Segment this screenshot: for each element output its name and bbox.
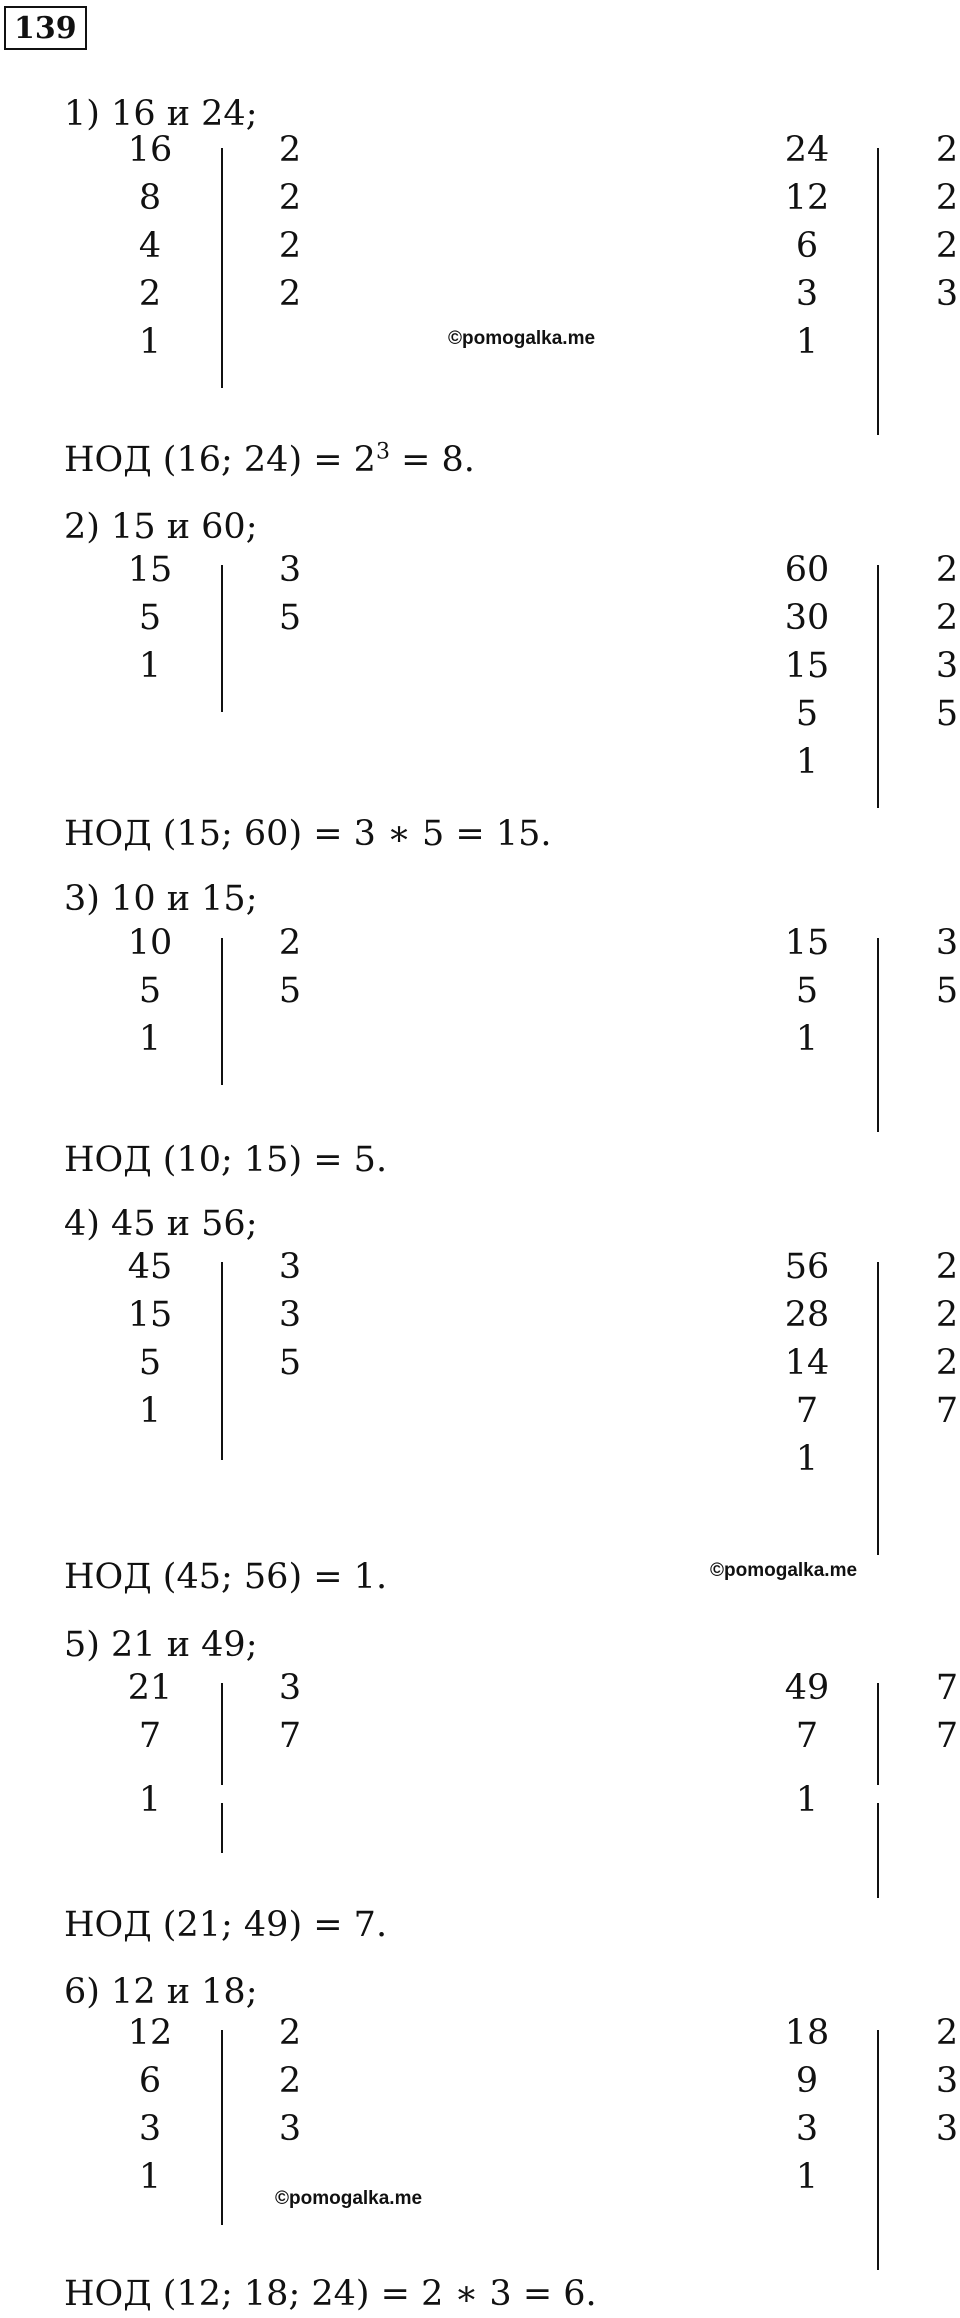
left-factor-number: 16 [127,130,173,170]
right-prime-divisor: 2 [935,226,959,266]
right-factor-number: 1 [795,1019,819,1059]
left-prime-divisor: 3 [278,550,302,590]
left-prime-divisor: 2 [278,2061,302,2101]
left-prime-divisor: 2 [278,923,302,963]
gcd-result [64,2272,597,2316]
problem-heading: 3) 10 и 15; [64,879,258,919]
left-prime-divisor: 3 [278,1295,302,1335]
left-prime-divisor: 5 [278,598,302,638]
left-factor-number: 1 [138,646,162,686]
right-factor-number: 7 [795,1716,819,1756]
left-factor-number: 12 [127,2013,173,2053]
gcd-result [64,1555,387,1599]
right-factor-number: 1 [795,1439,819,1479]
left-factor-number: 1 [138,1780,162,1820]
watermark: ©pomogalka.me [448,328,596,349]
right-division-line [877,1262,879,1555]
watermark: ©pomogalka.me [710,1560,858,1581]
gcd-result-text: НОД (21; 49) = 7. [64,1905,388,1945]
gcd-result-text: НОД (12; 18; 24) = 2 ∗ 3 = 6. [64,2274,597,2314]
right-division-line [877,1683,879,1785]
right-division-line [877,1803,879,1898]
right-division-line [877,148,879,435]
left-prime-divisor: 2 [278,130,302,170]
left-division-line [221,1262,223,1460]
left-factor-number: 5 [138,1343,162,1383]
left-division-line [221,148,223,388]
right-prime-divisor: 2 [935,1343,959,1383]
left-prime-divisor: 7 [278,1716,302,1756]
right-factor-number: 3 [795,2109,819,2149]
gcd-result [64,1138,387,1182]
left-prime-divisor: 2 [278,226,302,266]
exponent: 3 [375,439,390,465]
right-division-line [877,2030,879,2270]
right-factor-number: 3 [795,274,819,314]
left-factor-number: 10 [127,923,173,963]
left-factor-number: 1 [138,1019,162,1059]
right-prime-divisor: 5 [935,971,959,1011]
right-factor-number: 9 [795,2061,819,2101]
right-factor-number: 7 [795,1391,819,1431]
right-factor-number: 15 [784,923,830,963]
right-factor-number: 56 [784,1247,830,1287]
right-prime-divisor: 2 [935,2013,959,2053]
left-factor-number: 8 [138,178,162,218]
right-prime-divisor: 2 [935,178,959,218]
right-prime-divisor: 3 [935,923,959,963]
left-prime-divisor: 3 [278,1247,302,1287]
right-factor-number: 6 [795,226,819,266]
right-factor-number: 14 [784,1343,830,1383]
left-division-line [221,1683,223,1785]
left-prime-divisor: 5 [278,1343,302,1383]
right-factor-number: 1 [795,742,819,782]
right-factor-number: 1 [795,2157,819,2197]
right-factor-number: 5 [795,694,819,734]
left-factor-number: 1 [138,1391,162,1431]
right-factor-number: 24 [784,130,830,170]
right-factor-number: 5 [795,971,819,1011]
right-prime-divisor: 2 [935,598,959,638]
right-prime-divisor: 2 [935,130,959,170]
watermark: ©pomogalka.me [275,2188,423,2209]
left-prime-divisor: 5 [278,971,302,1011]
right-prime-divisor: 3 [935,274,959,314]
left-prime-divisor: 3 [278,2109,302,2149]
right-division-line [877,565,879,808]
right-prime-divisor: 5 [935,694,959,734]
gcd-result-tail: = 8. [389,440,475,480]
right-prime-divisor: 7 [935,1668,959,1708]
right-prime-divisor: 2 [935,1247,959,1287]
right-prime-divisor: 3 [935,2061,959,2101]
gcd-result-text: НОД (10; 15) = 5. [64,1140,388,1180]
right-prime-divisor: 2 [935,1295,959,1335]
left-factor-number: 2 [138,274,162,314]
right-prime-divisor: 2 [935,550,959,590]
problem-heading: 6) 12 и 18; [64,1972,258,2012]
left-factor-number: 6 [138,2061,162,2101]
left-prime-divisor: 3 [278,1668,302,1708]
problem-heading: 4) 45 и 56; [64,1204,258,1244]
left-division-line [221,2030,223,2225]
left-factor-number: 7 [138,1716,162,1756]
problem-number-badge: 139 [4,6,87,50]
left-factor-number: 3 [138,2109,162,2149]
left-factor-number: 45 [127,1247,173,1287]
right-prime-divisor: 3 [935,2109,959,2149]
gcd-result-text: НОД (16; 24) = 2 [64,440,376,480]
left-division-line [221,1803,223,1853]
right-prime-divisor: 7 [935,1391,959,1431]
right-factor-number: 30 [784,598,830,638]
gcd-result-text: НОД (45; 56) = 1. [64,1557,388,1597]
left-factor-number: 15 [127,1295,173,1335]
left-prime-divisor: 2 [278,178,302,218]
left-prime-divisor: 2 [278,2013,302,2053]
left-division-line [221,938,223,1085]
right-factor-number: 1 [795,322,819,362]
right-factor-number: 1 [795,1780,819,1820]
gcd-result [64,438,475,482]
left-factor-number: 1 [138,2157,162,2197]
right-factor-number: 60 [784,550,830,590]
left-factor-number: 1 [138,322,162,362]
gcd-result [64,812,552,856]
left-prime-divisor: 2 [278,274,302,314]
left-factor-number: 21 [127,1668,173,1708]
problem-heading: 1) 16 и 24; [64,94,258,134]
right-factor-number: 28 [784,1295,830,1335]
right-factor-number: 49 [784,1668,830,1708]
right-division-line [877,938,879,1132]
right-factor-number: 15 [784,646,830,686]
problem-heading: 5) 21 и 49; [64,1625,258,1665]
gcd-result-text: НОД (15; 60) = 3 ∗ 5 = 15. [64,814,552,854]
gcd-result [64,1903,387,1947]
problem-heading: 2) 15 и 60; [64,507,258,547]
left-division-line [221,565,223,712]
right-prime-divisor: 3 [935,646,959,686]
right-factor-number: 12 [784,178,830,218]
left-factor-number: 5 [138,598,162,638]
left-factor-number: 5 [138,971,162,1011]
left-factor-number: 4 [138,226,162,266]
left-factor-number: 15 [127,550,173,590]
right-prime-divisor: 7 [935,1716,959,1756]
right-factor-number: 18 [784,2013,830,2053]
